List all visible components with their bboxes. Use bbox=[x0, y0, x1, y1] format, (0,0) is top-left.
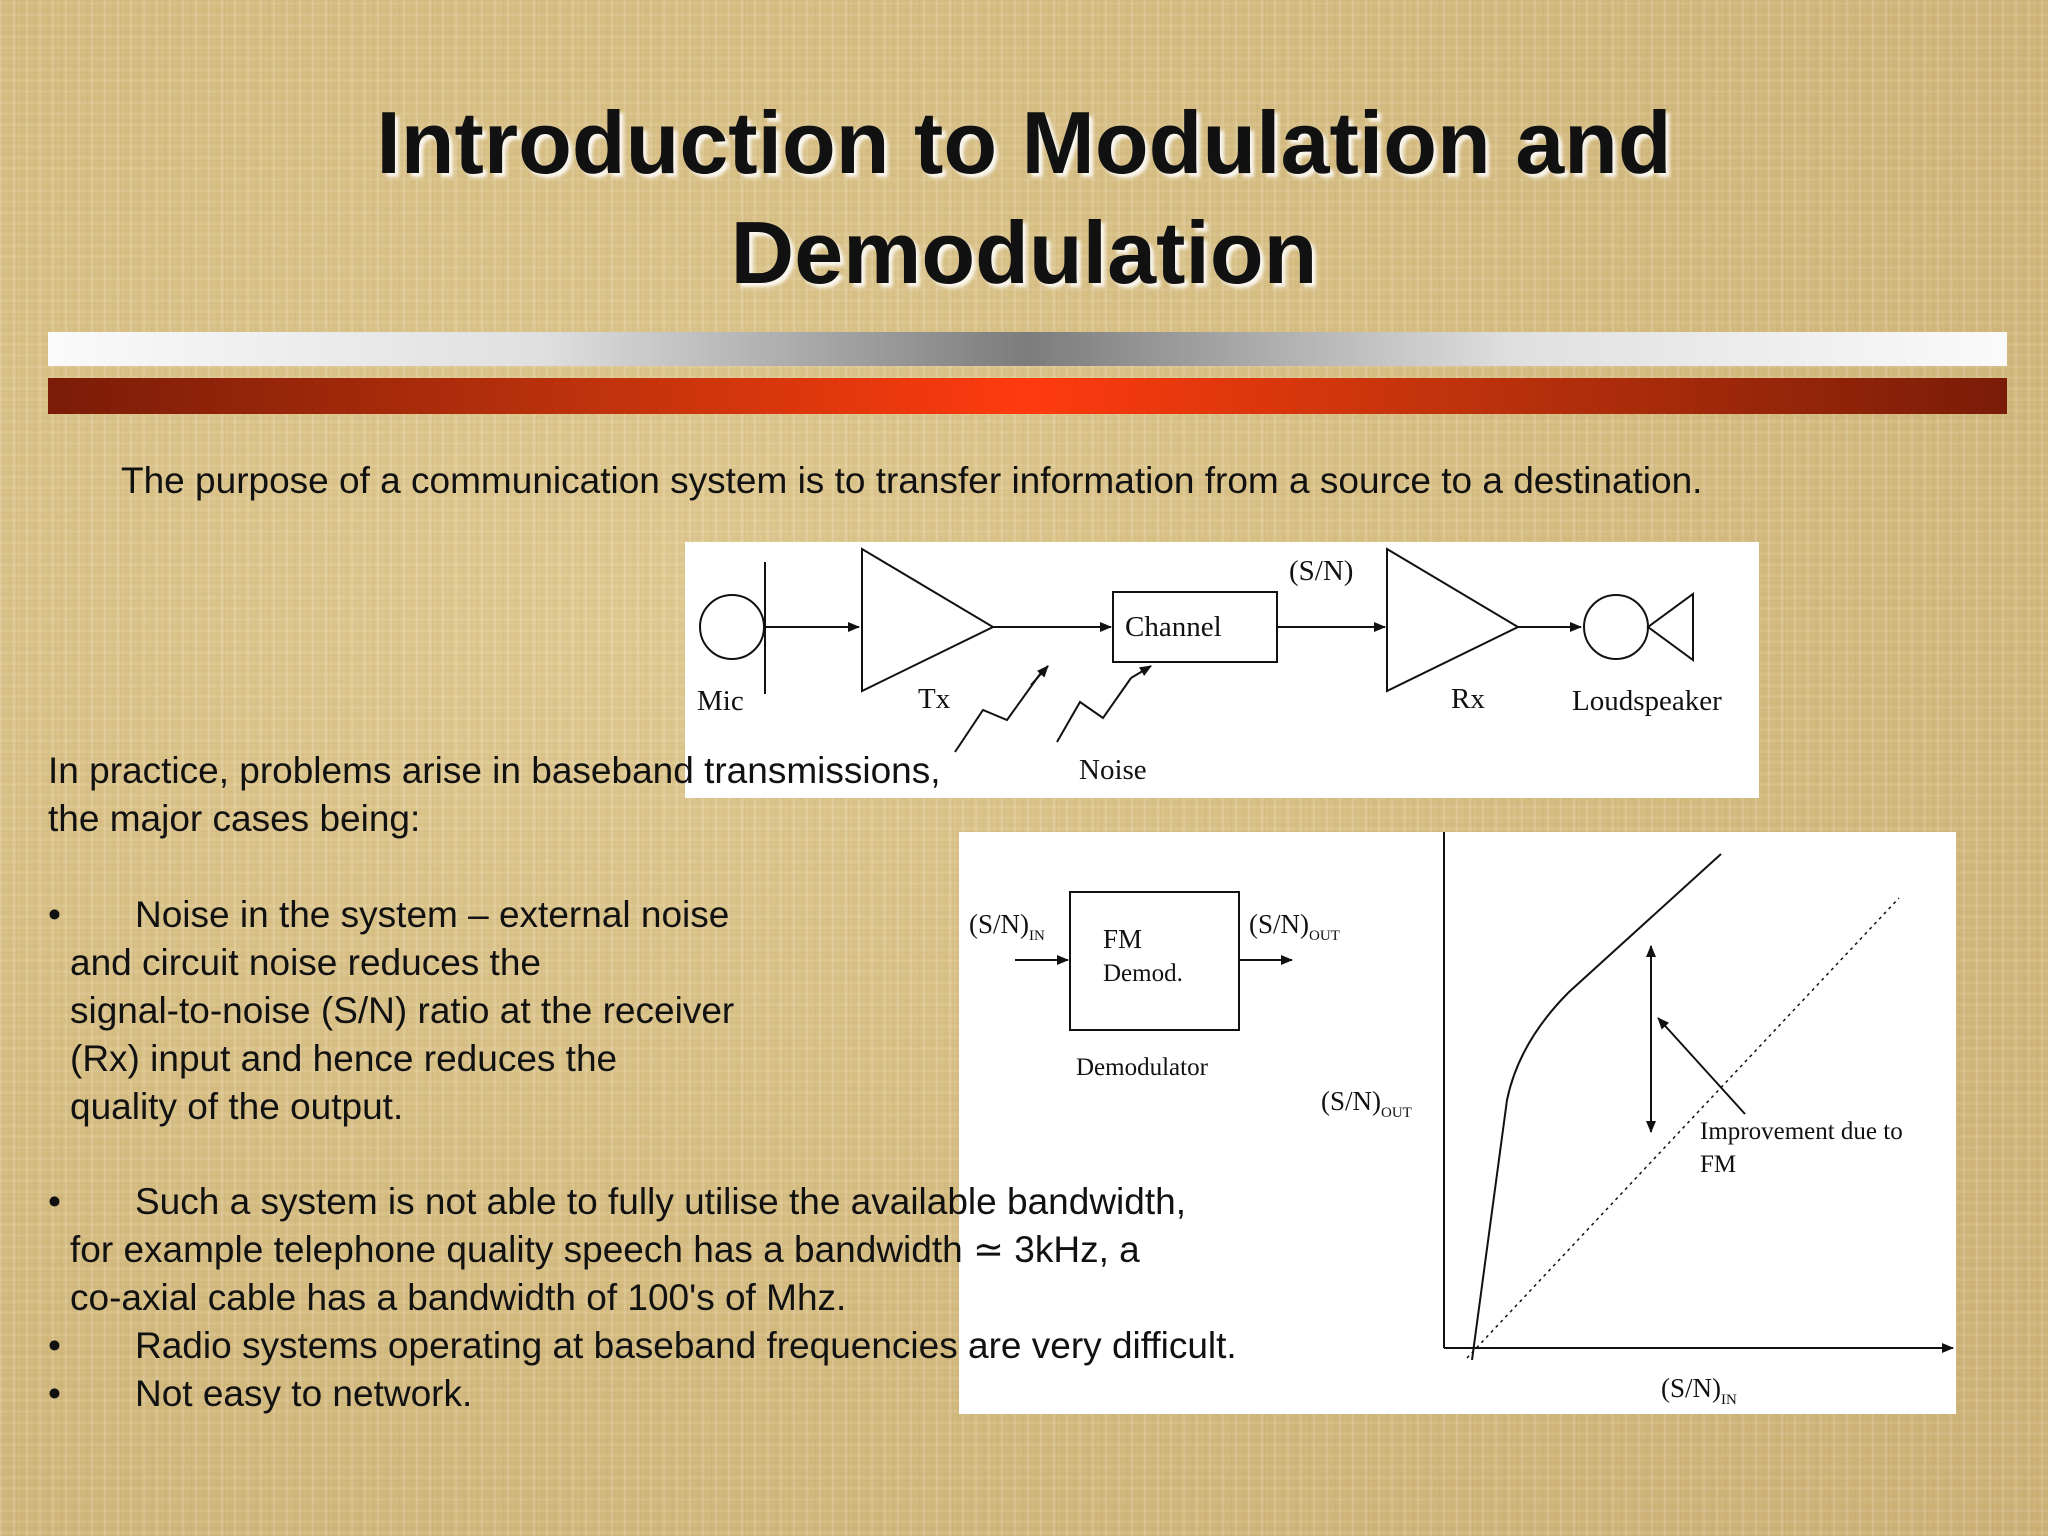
practice-line-1: In practice, problems arise in baseband transmissions, bbox=[48, 750, 941, 791]
fm-response-curve bbox=[1472, 854, 1721, 1360]
sn-label: (S/N) bbox=[1289, 555, 1354, 587]
noise-zigzag-2 bbox=[1057, 678, 1131, 742]
silver-divider-band bbox=[48, 332, 2007, 366]
rx-amplifier-icon bbox=[1387, 549, 1518, 691]
y-axis-label: $(S/N)_{OUT}$ bbox=[1321, 1086, 1412, 1121]
loudspeaker-label: Loudspeaker bbox=[1572, 685, 1722, 717]
red-divider-band bbox=[48, 378, 2007, 414]
demod-label: Demod. bbox=[1103, 960, 1183, 987]
tx-label: Tx bbox=[918, 683, 951, 715]
improvement-pointer bbox=[1658, 1018, 1745, 1114]
bullet-network bbox=[48, 1370, 848, 1418]
noise-zigzag-1 bbox=[955, 666, 1048, 752]
bullet-noise-line-5: quality of the output. bbox=[70, 1086, 404, 1127]
slide-title bbox=[0, 88, 2048, 308]
bullet-radio-text: Radio systems operating at baseband frequencies are very difficult. bbox=[135, 1325, 1237, 1366]
practice-line-2: the major cases being: bbox=[48, 798, 421, 839]
bullet-bandwidth-line-2: for example telephone quality speech has a bandwidth ≃ 3kHz, a bbox=[70, 1229, 1140, 1270]
bullet-bandwidth-line-3: co-axial cable has a bandwidth of 100's of Mhz. bbox=[70, 1277, 847, 1318]
bullet-dot: • bbox=[48, 1325, 61, 1366]
bullet-noise-line-4: (Rx) input and hence reduces the bbox=[70, 1038, 618, 1079]
sn-in-input-label: $(S/N)_{IN}$ bbox=[969, 909, 1045, 944]
mic-icon bbox=[700, 562, 765, 694]
title-line-1: Introduction to Modulation and bbox=[376, 93, 1672, 192]
loudspeaker-icon bbox=[1584, 594, 1693, 660]
tx-amplifier-icon bbox=[862, 549, 993, 691]
x-axis-label: $(S/N)_{IN}$ bbox=[1661, 1373, 1737, 1408]
purpose-text: The purpose of a communication system is to transfer information from a source to a destination. bbox=[121, 460, 1703, 501]
sn-out-output-label: $(S/N)_{OUT}$ bbox=[1249, 909, 1340, 944]
demodulator-label: Demodulator bbox=[1076, 1054, 1208, 1081]
rx-label: Rx bbox=[1451, 683, 1485, 715]
bullet-bandwidth bbox=[48, 1178, 1348, 1322]
bullet-dot: • bbox=[48, 894, 61, 935]
bullet-noise-line-1: Noise in the system – external noise bbox=[135, 894, 730, 935]
mic-label: Mic bbox=[697, 685, 744, 717]
bullet-dot: • bbox=[48, 1373, 61, 1414]
fm-label: FM bbox=[1103, 924, 1143, 954]
bullet-dot: • bbox=[48, 1181, 61, 1222]
bullet-bandwidth-line-1: Such a system is not able to fully utilise the available bandwidth, bbox=[135, 1181, 1186, 1222]
bullet-radio bbox=[48, 1322, 1398, 1370]
bullet-network-text: Not easy to network. bbox=[135, 1373, 473, 1414]
title-line-2: Demodulation bbox=[730, 203, 1318, 302]
channel-label: Channel bbox=[1125, 611, 1222, 643]
noise-label: Noise bbox=[1079, 754, 1147, 786]
bullet-noise-line-2: and circuit noise reduces the bbox=[70, 942, 541, 983]
improvement-label-line1: Improvement due to bbox=[1700, 1118, 1903, 1145]
bullet-noise-line-3: signal-to-noise (S/N) ratio at the receiver bbox=[70, 990, 735, 1031]
bullet-noise bbox=[48, 891, 848, 1131]
improvement-label-line2: FM bbox=[1700, 1151, 1737, 1178]
